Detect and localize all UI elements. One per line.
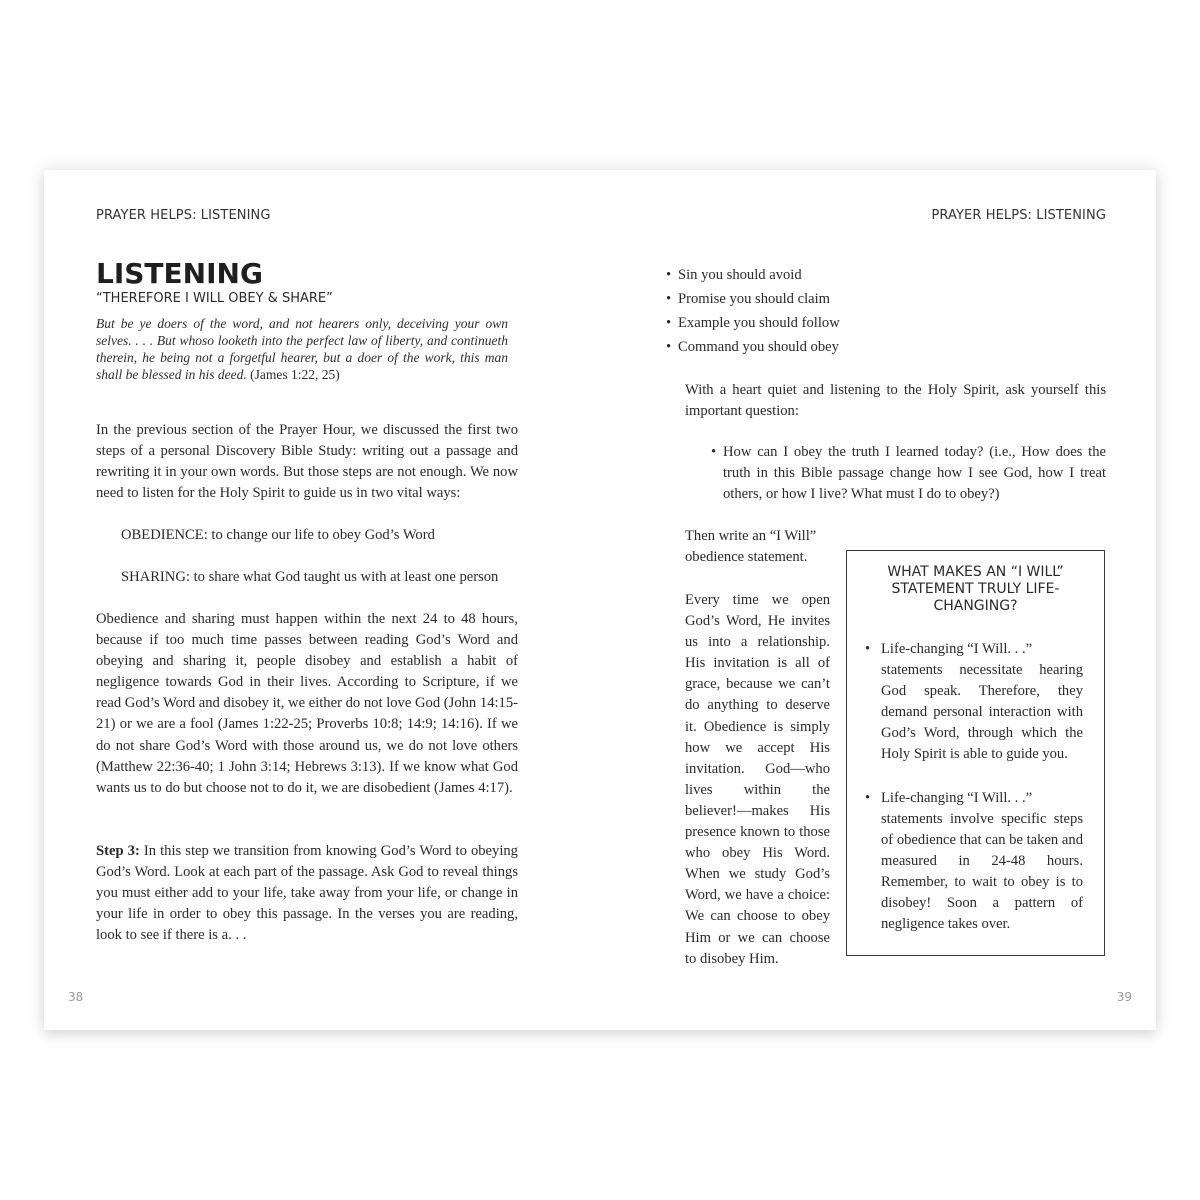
running-head-left: PRAYER HELPS: LISTENING <box>96 208 271 223</box>
obedience-paragraph: Obedience and sharing must happen within the next 24 to 48 hours, because if too much time passes between reading God’s Word and obeying and sharing it, people disobey and establish a habit of negligence towards God in their lives. According to Scripture, if we read God’s Word and disobey it, we either do not love God (John 14:15-21) or we are a fool (James 1:22-25; Proverbs 10:8; 14:9; 14:16). If we do not share God’s Word with those around us, we do not love others (Matthew 22:36-40; 1 John 3:14; Hebrews 3:13). If we know what God wants us to do but choose not to do it, we are disobedient (James 4:17). <box>96 611 518 796</box>
sidebar-item-lead: • Life-changing “I Will. . .” <box>881 641 1033 657</box>
list-item: • Sin you should avoid <box>666 263 840 287</box>
sidebar-title: WHAT MAKES AN “I WILL” STATEMENT TRULY LIFE-CHANGING? <box>887 564 1064 614</box>
step3-paragraph <box>96 841 518 946</box>
epigraph-reference: (James 1:22, 25) <box>250 367 340 382</box>
list-item: • Command you should obey <box>666 335 840 359</box>
step3-text: In this step we transition from knowing God’s Word to obeying God’s Word. Look at each part of the passage. Ask God to reveal things you must either add to your life, take away from your life, or change in your life in order to obey this passage. In the verses you are reading, look to see if there is a. . . <box>96 843 518 944</box>
sidebar-item-text: statements involve specific steps of obedience that can be taken and measured in 24-48 hours. Remember, to wait to obey is to disobey! Soon a pattern of negligence takes over. <box>881 810 1083 933</box>
then-paragraph: Then write an “I Will” obedience statement. <box>685 528 817 566</box>
section-subtitle: “THEREFORE I WILL OBEY & SHARE” <box>96 291 333 306</box>
page-number-left: 38 <box>68 990 84 1004</box>
sidebar-callout-box <box>846 550 1105 956</box>
list-item: • Promise you should claim <box>666 287 840 311</box>
section-title: LISTENING <box>96 257 263 290</box>
way-sharing: SHARING: to share what God taught us with at least one person <box>121 569 499 585</box>
sidebar-list-item <box>865 788 1083 936</box>
scripture-epigraph <box>96 315 508 383</box>
book-spread <box>44 170 1156 1030</box>
list-item: • Example you should follow <box>666 311 840 335</box>
question-list <box>711 442 1106 505</box>
question-item: • How can I obey the truth I learned today? (i.e., How does the truth in this Bible passage change how I see God, how I treat others, or how I live? What must I do to obey?) <box>711 442 1106 505</box>
running-head-right: PRAYER HELPS: LISTENING <box>931 208 1106 223</box>
heart-paragraph: With a heart quiet and listening to the Holy Spirit, ask yourself this important question: <box>685 382 1106 420</box>
right-page <box>600 170 1156 1030</box>
every-time-paragraph: Every time we open God’s Word, He invites us into a relationship. His invitation is all of grace, because we can’t do anything to deserve it. Obedience is simply how we accept His invitation. God—who lives within the believer!—makes His presence known to those who obey His Word. When we study God’s Word, we have a choice: We can choose to obey Him or we can choose to disobey Him. <box>685 592 830 967</box>
sidebar-item-text: statements necessitate hearing God speak. Therefore, they demand personal interaction with God’s Word, through which the Holy Spirit is able to guide you. <box>881 662 1083 763</box>
look-for-list <box>666 263 840 359</box>
way-obedience: OBEDIENCE: to change our life to obey God’s Word <box>121 527 435 543</box>
step3-label: Step 3: <box>96 843 140 859</box>
left-page <box>44 170 600 1030</box>
epigraph-text: But be ye doers of the word, and not hearers only, deceiving your own selves. . . . But whoso looketh into the perfect law of liberty, and continueth therein, he being not a forgetful hearer, but a doer of the work, this man shall be blessed in his deed. <box>96 316 508 382</box>
intro-paragraph: In the previous section of the Prayer Hour, we discussed the first two steps of a personal Discovery Bible Study: writing out a passage and rewriting it in your own words. But those steps are not enough. We now need to listen for the Holy Spirit to guide us in two vital ways: <box>96 422 518 502</box>
page-number-right: 39 <box>1116 990 1132 1004</box>
sidebar-list-item <box>865 639 1083 766</box>
sidebar-list <box>865 639 1083 957</box>
sidebar-item-lead: • Life-changing “I Will. . .” <box>881 789 1033 806</box>
